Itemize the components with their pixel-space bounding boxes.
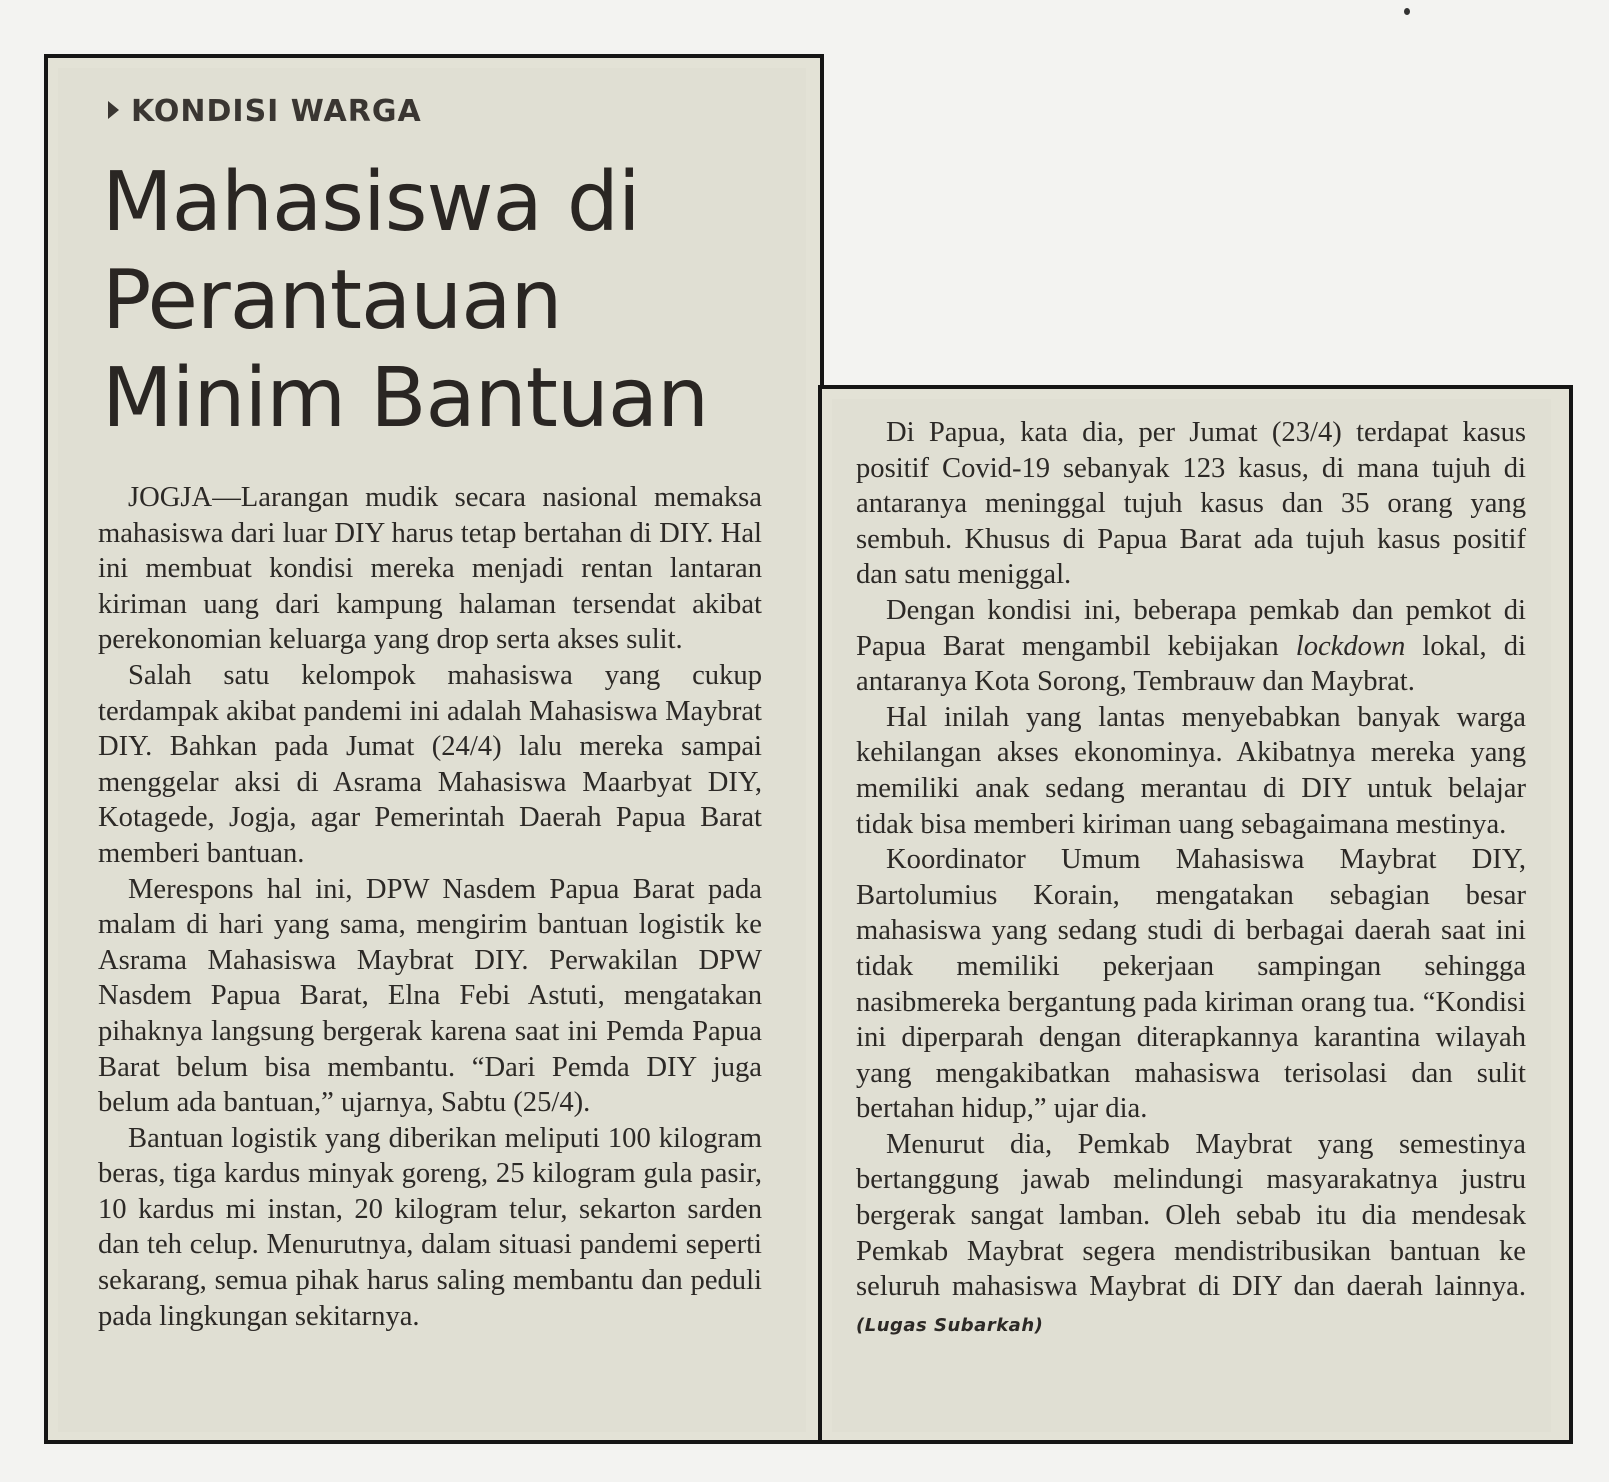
paragraph: Hal inilah yang lantas menyebabkan banyak warga kehilangan akses ekonominya. Akibatnya mereka yang memiliki anak sedang merantau di DIY untuk belajar tidak bisa memberi kiriman uang sebagaimana mestinya. [856, 701, 1526, 840]
article-column-left [98, 480, 762, 1334]
paragraph-text: Menurut dia, Pemkab Maybrat yang semestinya bertanggung jawab melindungi masyarakatnya justru bergerak sangat lamban. Oleh sebab itu dia mendesak Pemkab Maybrat segera mendistribusikan bantuan ke seluruh mahasiswa Maybrat di DIY dan daerah lainnya. [856, 1128, 1526, 1303]
paragraph: Merespons hal ini, DPW Nasdem Papua Barat pada malam di hari yang sama, mengirim bantuan logistik ke Asrama Mahasiswa Maybrat DIY. Perwakilan DPW Nasdem Papua Barat, Elna Febi Astuti, mengatakan pihaknya langsung bergerak karena saat ini Pemda Papua Barat belum bisa membantu. “Dari Pemda DIY juga belum ada bantuan,” ujarnya, Sabtu (25/4). [98, 873, 762, 1119]
newsprint-right [832, 399, 1551, 1432]
paragraph [856, 1127, 1526, 1344]
rubric-label [108, 94, 422, 129]
paragraph-text: Dengan kondisi ini, beberapa pemkab dan pemkot di Papua Barat mengambil kebijakan [856, 594, 1526, 662]
article-column-right [856, 415, 1526, 1343]
paragraph-text: lokal, di antaranya Kota Sorong, Tembrauw dan Maybrat. [856, 630, 1526, 698]
paragraph: JOGJA—Larangan mudik secara nasional memaksa mahasiswa dari luar DIY harus tetap bertahan di DIY. Hal ini membuat kondisi mereka menjadi rentan lantaran kiriman uang dari kampung halaman tersendat akibat perekonomian keluarga yang drop serta akses sulit. [98, 482, 762, 656]
triangle-bullet-icon [108, 101, 119, 119]
paragraph [856, 593, 1526, 700]
paragraph: Koordinator Umum Mahasiswa Maybrat DIY, Bartolumius Korain, mengatakan sebagian besar mahasiswa yang sedang studi di berbagai daerah saat ini tidak memiliki pekerjaan sampingan sehingga nasibmereka bergantung pada kiriman orang tua. “Kondisi ini diperparah dengan diterapkannya karantina wilayah yang mengakibatkan mahasiswa terisolasi dan sulit bertahan hidup,” ujar dia. [856, 844, 1526, 1125]
clipping-left-panel [44, 54, 824, 1444]
paragraph: Di Papua, kata dia, per Jumat (23/4) terdapat kasus positif Covid-19 sebanyak 123 kasus, di mana tujuh di antaranya meninggal tujuh kasus dan 35 orang yang sembuh. Khusus di Papua Barat ada tujuh kasus positif dan satu meniggal. [856, 417, 1526, 591]
byline: (Lugas Subarkah) [856, 1314, 1044, 1336]
headline: Mahasiswa di Perantauan Minim Bantuan [102, 155, 709, 446]
newsprint-left [58, 68, 806, 1432]
rubric-text: KONDISI WARGA [131, 94, 422, 129]
italic-term: lockdown [1295, 630, 1406, 662]
paragraph: Salah satu kelompok mahasiswa yang cukup terdampak akibat pandemi ini adalah Mahasiswa Maybrat DIY. Bahkan pada Jumat (24/4) lalu mereka sampai menggelar aksi di Asrama Mahasiswa Maarbyat DIY, Kotagede, Jogja, agar Pemerintah Daerah Papua Barat memberi bantuan. [98, 659, 762, 869]
paper-speck [1404, 8, 1410, 15]
paragraph: Bantuan logistik yang diberikan meliputi 100 kilogram beras, tiga kardus minyak goreng, 25 kilogram gula pasir, 10 kardus mi instan, 20 kilogram telur, sekarton sarden dan teh celup. Menurutnya, dalam situasi pandemi seperti sekarang, semua pihak harus saling membantu dan peduli pada lingkungan sekitarnya. [98, 1122, 762, 1332]
clipping-right-panel [818, 385, 1573, 1444]
